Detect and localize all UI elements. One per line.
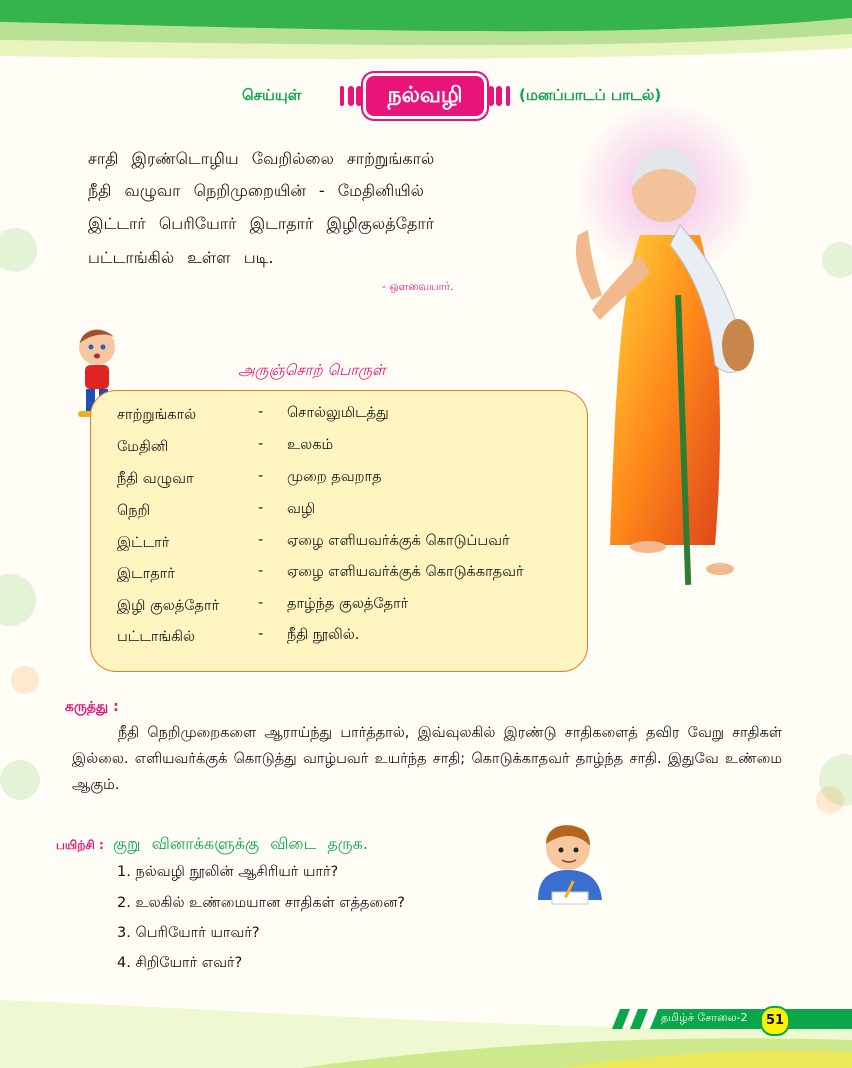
question-item: 1. நல்வழி நூலின் ஆசிரியர் யார்? [117, 864, 339, 880]
meaning-text: நீதி நெறிமுறைகளை ஆராய்ந்து பார்த்தால், இவ்வுலகில் இரண்டு சாதிகளைத் தவிர வேறு சாதிகள் இல்லை. எளியவர்க்குக் கொடுத்து வாழ்பவர் உயர்ந்த சாதி; கொடுக்காதவர் தாழ்ந்த சாதி. இதுவே உண்மை ஆகும். [72, 725, 782, 793]
page-number: 51 [760, 1006, 790, 1036]
boy-writing-illustration [532, 820, 608, 910]
glossary-meaning: ஏழை எளியவர்க்குக் கொடுப்பவர் [287, 533, 510, 549]
glossary-dash: - [258, 626, 264, 642]
title-bars-right [488, 86, 510, 106]
title-bars-left [340, 86, 362, 106]
glossary-meaning: ஏழை எளியவர்க்குக் கொடுக்காதவர் [287, 564, 524, 580]
glossary-dash: - [258, 468, 264, 484]
glossary-meaning: வழி [287, 501, 316, 517]
glossary-meaning: சொல்லுமிடத்து [287, 405, 389, 421]
glossary-word: இட்டார் [117, 535, 170, 551]
glossary-dash: - [258, 404, 264, 420]
glossary-word: இடாதார் [117, 566, 175, 582]
poem-line: பட்டாங்கில் உள்ள படி. [88, 248, 274, 267]
glossary-meaning: தாழ்ந்த குலத்தோர் [287, 596, 409, 612]
glossary-word: மேதினி [117, 439, 169, 455]
glossary-word: நீதி வழுவா [117, 471, 194, 487]
question-item: 3. பெரியோர் யாவர்? [117, 925, 260, 941]
question-item: 2. உலகில் உண்மையான சாதிகள் எத்தனை? [117, 895, 405, 911]
footer-book-title: தமிழ்ச் சோலை-2 [661, 1011, 748, 1024]
meaning-title: கருத்து : [65, 699, 119, 715]
section-subtitle: (மனப்பாடப் பாடல்) [519, 86, 662, 104]
poem-line: நீதி வழுவா நெறிமுறையின் - மேதினியில் [88, 181, 424, 200]
glossary-dash: - [258, 563, 264, 579]
exercise-title: குறு வினாக்களுக்கு விடை தருக. [113, 834, 368, 853]
glossary-meaning: முறை தவறாத [287, 469, 382, 485]
question-item: 4. சிறியோர் எவர்? [117, 955, 243, 971]
exercise-label: பயிற்சி : [56, 838, 104, 852]
glossary-dash: - [258, 532, 264, 548]
poem-line: சாதி இரண்டொழிய வேறில்லை சாற்றுங்கால் [88, 149, 435, 168]
page-title: நல்வழி [366, 76, 484, 116]
glossary-title: அருஞ்சொற் பொருள் [238, 361, 386, 379]
poem-line: இட்டார் பெரியோர் இடாதார் இழிகுலத்தோர் [88, 214, 435, 233]
glossary-word: இழி குலத்தோர் [117, 598, 220, 614]
glossary-word: நெறி [117, 503, 151, 519]
glossary-word: சாற்றுங்கால் [117, 407, 197, 423]
glossary-word: பட்டாங்கில் [117, 629, 196, 645]
poem-author: - ஔவையார். [382, 280, 454, 293]
section-label: செய்யுள் [242, 86, 302, 104]
glossary-meaning: உலகம் [287, 437, 334, 453]
glossary-dash: - [258, 436, 264, 452]
glossary-dash: - [258, 595, 264, 611]
glossary-dash: - [258, 500, 264, 516]
glossary-meaning: நீதி நூலில். [287, 627, 360, 643]
